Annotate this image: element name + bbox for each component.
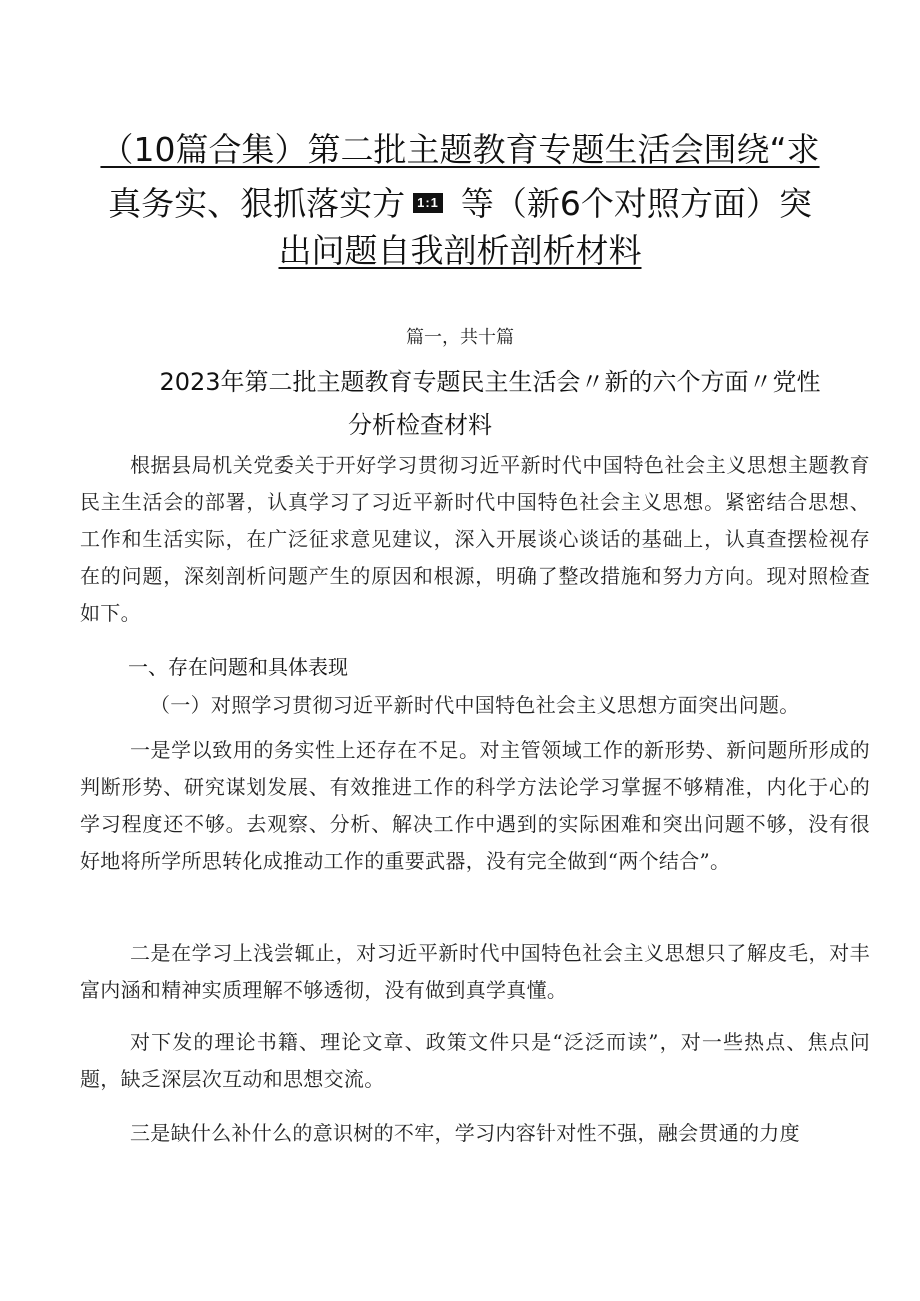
paragraph-point-2: 二是在学习上浅尝辄止，对习近平新时代中国特色社会主义思想只了解皮毛，对丰富内涵和精神实质理解不够透彻，没有做到真学真懂。 — [80, 941, 870, 1002]
title-line-3-text: 出问题自我剖析剖析材料 — [278, 231, 642, 270]
paragraph-reading: 对下发的理论书籍、理论文章、政策文件只是“泛泛而读”，对一些热点、焦点问题，缺乏深层次互动和思想交流。 — [80, 1030, 870, 1091]
paragraph-intro: 根据县局机关党委关于开好学习贯彻习近平新时代中国特色社会主义思想主题教育民主生活会的部署，认真学习了习近平新时代中国特色社会主义思想。紧密结合思想、工作和生活实际，在广泛征求意见建议，深入开展谈心谈话的基础上，认真查摆检视存在的问题，深刻剖析问题产生的原因和根源，明确了整改措施和努力方向。现对照检查如下。 — [80, 453, 870, 625]
section-heading: 一、存在问题和具体表现 — [128, 655, 348, 679]
subtitle-line-2: 分析检查材料 — [348, 411, 492, 439]
paragraph-point-3: 三是缺什么补什么的意识树的不牢，学习内容针对性不强，融会贯通的力度 — [130, 1121, 800, 1145]
paragraph-subsection: （一）对照学习贯彻习近平新时代中国特色社会主义思想方面突出问题。 — [150, 693, 800, 717]
title-line-3 — [0, 231, 920, 271]
part-label: 篇一，共十篇 — [406, 327, 514, 348]
title-line-2 — [0, 184, 920, 224]
title-line-1 — [0, 130, 920, 170]
title-line-1-text: （10篇合集）第二批主题教育专题生活会围绕“求 — [100, 130, 820, 169]
title-line-2-text-b: 等（新6个对照方面）突 — [460, 184, 812, 223]
paragraph-point-1: 一是学以致用的务实性上还存在不足。对主管领域工作的新形势、新问题所形成的判断形势、研究谋划发展、有效推进工作的科学方法论学习掌握不够精准，内化于心的学习程度还不够。去观察、分析、解决工作中遇到的实际困难和突出问题不够，没有很好地将所学所思转化成推动工作的重要武器，没有完全做到“两个结合”。 — [80, 738, 870, 873]
title-stamp: 1:1 — [413, 193, 443, 213]
title-line-2-text-a: 真务实、狠抓落实方 — [108, 184, 406, 223]
subtitle-line-1: 2023年第二批主题教育专题民主生活会〃新的六个方面〃党性 — [159, 368, 821, 396]
